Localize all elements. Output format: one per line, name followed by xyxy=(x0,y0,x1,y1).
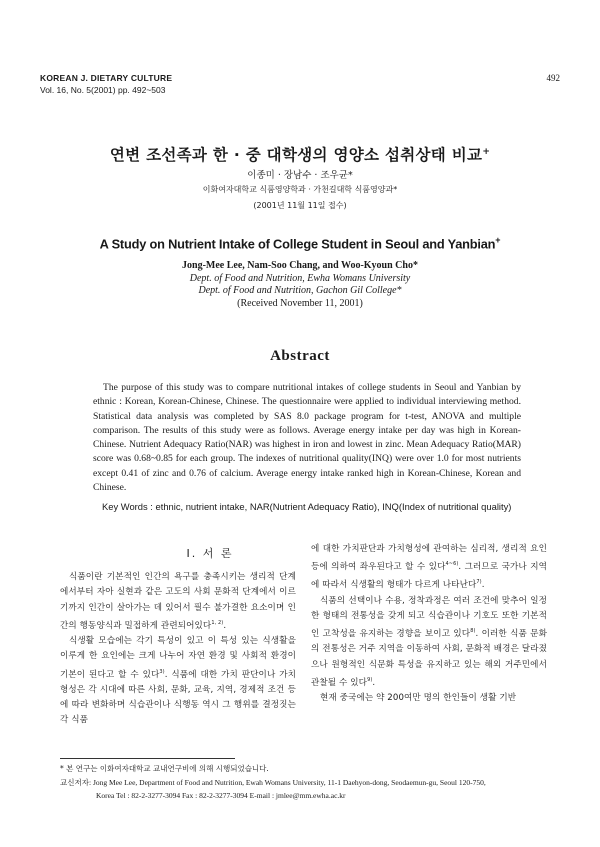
citation-ref: 1, 2) xyxy=(211,619,224,626)
paragraph xyxy=(60,570,296,634)
paragraph xyxy=(311,542,547,594)
paragraph-text: 현재 중국에는 약 200여만 명의 한인들이 생활 기반 xyxy=(320,693,517,704)
english-authors: Jong-Mee Lee, Nam-Soo Chang, and Woo-Kyoun Cho* xyxy=(182,260,418,271)
footnote-funding: * 본 연구는 이화여자대학교 교내연구비에 의해 시행되었습니다. xyxy=(60,764,269,773)
paragraph xyxy=(60,634,296,729)
journal-name: KOREAN J. DIETARY CULTURE xyxy=(40,73,173,83)
korean-title-mark: + xyxy=(482,146,491,157)
paragraph-text: . 이러한 식품 문화의 전통성은 거주 지역을 이동하여 사회, 문화적 배경은 달라졌으나 원형적인 식문화 특성을 유지하고 있는 해외 거주민에서 관찰될 수 있다 xyxy=(311,629,547,688)
paragraph-text: . 식품에 대한 가치 판단이나 가치 형성은 각 시대에 따른 사회, 문화, 교육, 지역, 경제적 조건 등에 따라 변화하며 식습관이나 식행동 역시 그 행위를 결정짓는 각 식품 xyxy=(60,669,296,726)
section-heading-introduction: I. 서 론 xyxy=(186,547,234,560)
english-title-mark: + xyxy=(495,235,501,245)
korean-title-text: 연변 조선족과 한 · 중 대학생의 영양소 섭취상태 비교 xyxy=(109,146,483,164)
keywords-label: Key Words : xyxy=(102,501,153,512)
paragraph-text: . 그러므로 국가나 지역에 따라서 식생활의 형태가 다르게 나타난다 xyxy=(311,562,547,591)
korean-title xyxy=(0,143,600,165)
english-received-date: (Received November 11, 2001) xyxy=(237,298,363,309)
abstract-body: The purpose of this study was to compare nutritional intakes of college students in Seoul and Yanbian by ethnic : Korean, Korean-Chinese, Chinese. The questionnaire were applied to individual interviewing method. Statistical data analysis was completed by SAS 8.0 package program for t-test, ANOVA and multiple comparison. The results of this study were as follows. Average energy intake per day was high in Korean-Chinese. Nutrient Adequacy Ratio(NAR) was highest in iron and lowest in zinc. Mean Adequacy Ratio(MAR) score was 0.68~0.85 for each group. The indexes of nutritional quality(INQ) were over 1.0 for most nutrients except 0.41 of zinc and 0.76 of calcium. Average energy intake ranked high in Korean-Chinese, Korean and Chinese. xyxy=(93,382,521,494)
english-title xyxy=(0,235,600,251)
paragraph-text: . xyxy=(481,580,485,591)
paragraph xyxy=(311,691,547,706)
english-title-text: A Study on Nutrient Intake of College Student in Seoul and Yanbian xyxy=(99,236,496,252)
paragraph-text: . xyxy=(372,677,376,688)
citation-ref: 9) xyxy=(367,676,373,683)
citation-ref: 3) xyxy=(159,668,165,675)
citation-ref: 7) xyxy=(476,579,482,586)
footnote-divider xyxy=(60,758,235,759)
body-column-right xyxy=(311,542,547,706)
paragraph-text: 에 대한 가치판단과 가치형성에 관여하는 심리적, 생리적 요인 등에 의하여 좌우된다고 할 수 있다 xyxy=(311,544,547,573)
keywords xyxy=(102,500,542,513)
body-column-left xyxy=(60,570,296,729)
paragraph-text: . xyxy=(223,620,227,631)
korean-received-date: (2001년 11월 11일 접수) xyxy=(253,201,347,210)
page-number: 492 xyxy=(546,73,560,83)
paragraph-text: 식품이란 기본적인 인간의 욕구를 충족시키는 생리적 단계에서부터 자아 실현과 같은 고도의 사회 문화적 단계에서 이르기까지 인간이 살아가는 데 있어서 필수 불가결한 요소이며 인간의 행동양식과 밀접하게 관련되어있다 xyxy=(60,572,296,631)
paragraph-text: 식생활 모습에는 각기 특성이 있고 이 특성 있는 식생활을 이루게 한 요인에는 크게 나누어 자연 환경 및 사회적 환경이 기본이 된다고 할 수 있다 xyxy=(60,636,296,680)
citation-ref: 8) xyxy=(470,628,476,635)
abstract-heading: Abstract xyxy=(270,348,330,364)
korean-authors: 이종미 · 장남수 · 조우균* xyxy=(247,170,353,181)
journal-volume-pages: Vol. 16, No. 5(2001) pp. 492~503 xyxy=(40,85,166,95)
paragraph xyxy=(311,594,547,692)
english-affiliation-1: Dept. of Food and Nutrition, Ewha Womans University xyxy=(189,273,411,284)
footnote-contact: Korea Tel : 82-2-3277-3094 Fax : 82-2-3277-3094 E-mail : jmlee@mm.ewha.ac.kr xyxy=(96,791,346,800)
paragraph-text: 식품의 선택이나 수용, 정착과정은 여러 조건에 맞추어 일정한 형태의 전통성을 갖게 되고 식습관이나 기호도 또한 기본적인 고착성을 유지하는 경향을 보이고 있다 xyxy=(311,595,547,640)
citation-ref: 4~6) xyxy=(445,561,459,568)
footnote-corresponding-author: 교신저자: Jong Mee Lee, Department of Food and Nutrition, Ewah Womans University, 11-1 Daehyon-dong, Seodaemun-gu, Seoul 120-750, xyxy=(60,778,486,787)
keywords-list: ethnic, nutrient intake, NAR(Nutrient Adequacy Ratio), INQ(Index of nutritional quality) xyxy=(152,501,512,512)
english-affiliation-2: Dept. of Food and Nutrition, Gachon Gil College* xyxy=(198,285,402,296)
korean-affiliation: 이화여자대학교 식품영양학과 · 가천길대학 식품영양과* xyxy=(202,185,398,194)
